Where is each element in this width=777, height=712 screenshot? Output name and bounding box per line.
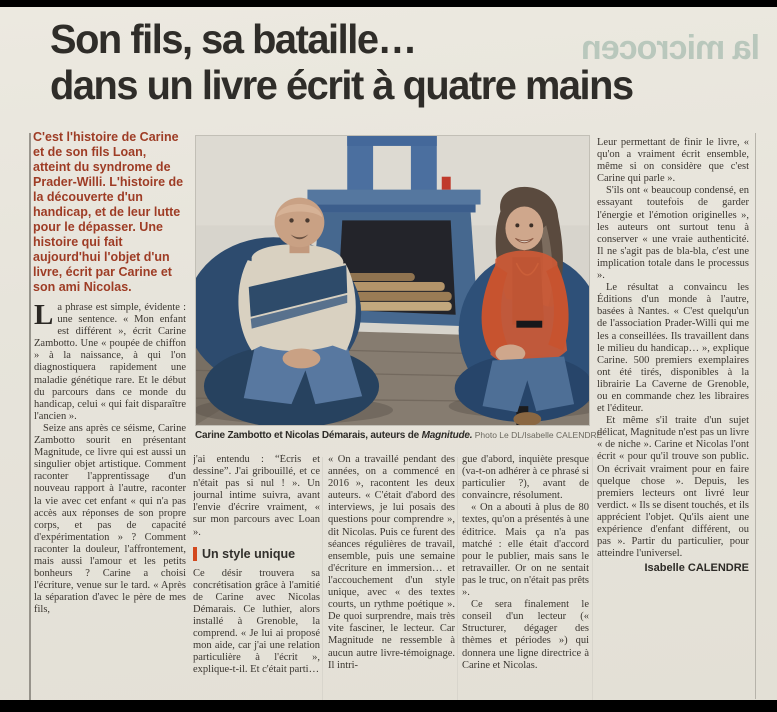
paragraph: « On a travaillé pendant des années, on a commencé en 2016 », racontent les deux auteurs. « C'était d'abord des interviews, je lui posais des questions pour comprendre », dit Nicolas. Puis ce furent des séances régulières de travail, ensemble, puis une semaine d'écriture en immersion… et l'accouchement d'un style unique, avec « des textes courts, un rythme poétique ». De quoi surprendre, mais très vite fasciner, le lecteur. Car Magnitude ne ressemble à aucun autre livre-témoignage. Il intri-	[328, 454, 455, 671]
bottom-black-bar	[0, 700, 777, 712]
article-photo	[195, 135, 590, 426]
paragraph: Et même s'il traite d'un sujet délicat, Magnitude n'est pas un livre « de niche ». Carine et Nicolas l'ont écrit « pour qu'il trouve son public. On écrivait vraiment pour en faire quelque chose ». Depuis, les premiers lecteurs ont livré leur verdict. « Ils se disent touchés, et ils apprécient l'objet. Qu'ils aient une expérience d'enfant différent, ou pas ». Partir du particulier, pour atteindre l'universel.	[597, 415, 749, 560]
column-gutter-rule	[322, 457, 323, 700]
caption-book-title: Magnitude.	[421, 430, 473, 441]
top-black-bar	[0, 0, 777, 7]
column-gutter-rule	[592, 457, 593, 700]
headline-line-1: Son fils, sa bataille…	[50, 16, 416, 62]
paragraph: S'ils ont « beaucoup condensé, en essayant toutefois de garder l'énergie et l'émotion originelles », les auteurs ont surtout tenu à conserver « une vraie authenticité. Il ne s'agit pas de bla-bla, c'est une implication totale dans le processus ».	[597, 185, 749, 282]
photo-credit: Photo Le DL/Isabelle CALENDRE	[472, 430, 603, 440]
article-column-5	[597, 137, 749, 700]
photo-illustration	[196, 136, 589, 425]
article-column-1	[34, 302, 186, 700]
byline: Isabelle CALENDRE	[644, 562, 749, 575]
column-gutter-rule	[457, 457, 458, 700]
red-object-on-mantel	[442, 177, 451, 190]
headline-line-2: dans un livre écrit à quatre mains	[50, 61, 633, 108]
paragraph: j'ai entendu : “Écris et dessine”. J'ai gribouillé, et ce n'était pas si nul ! ». Un journal intime suivra, avant l'envie d'écrire vraiment, « sur mon parcours avec Loan ».	[193, 454, 320, 538]
ghost-masthead-bleedthrough: la microcen	[582, 29, 760, 67]
article-lede: C'est l'histoire de Carine et de son fils Loan, atteint du syndrome de Prader-Willi. L'histoire de la découverte d'un handicap, et de leur lutte pour le dépasser. Une histoire qui fait aujourd'hui l'objet d'un livre, écrit par Carine et son ami Nicolas.	[33, 130, 184, 294]
article-column-2	[193, 454, 320, 700]
paragraph: Leur permettant de finir le livre, « qu'on a vraiment écrit ensemble, même si on considère que c'est Carine qui parle ».	[597, 137, 749, 185]
paragraph: « On a abouti à plus de 80 textes, qu'on a présentés à une éditrice. Mais ça n'a pas matché : elle était d'accord pour le publier, mais sans le retravailler. Or on ne sentait pas le truc, on n'était pas prêts ».	[462, 502, 589, 599]
subhead-accent-bar	[193, 547, 197, 561]
subhead-label: Un style unique	[202, 546, 296, 561]
article-column-3	[328, 454, 455, 700]
paragraph: Ce désir trouvera sa concrétisation grâce à l'amitié de Carine avec Nicolas Démarais. Ce luthier, alors installé à Grenoble, la comprend. « Je lui ai proposé mon aide, car j'ai une relation particulière à l'écrit », explique-t-il. Et c'était parti…	[193, 567, 320, 676]
drop-cap: L	[34, 302, 54, 331]
paragraph: Seize ans après ce séisme, Carine Zambotto sourit en présentant Magnitude, ce livre qui est aussi un singulier objet artistique. Comment raconter l'apprentissage d'un nouveau rapport à l'autre, raconter la vie avec cet enfant « qui n'a pas accès aux réponses de son propre corps, et pas de capacité d'expérimentation » ? Comment raconter la douleur, l'affrontement, mais aussi l'amour et les petits bonheurs ? Carine a choisi l'écriture, venue sur le tard. « Après la séparation d'avec le père de mes fils,	[34, 422, 186, 616]
paragraph-text: a phrase est simple, évidente : une sentence. « Mon enfant est différent », écrit Carine Zambotto. Une « poupée de chiffon » à la naissance, à qui l'on diagnostiquera rapidement une maladie génétique rare. Et le début du parcours dans ce monde du handicap, celui « qui fait disparaître l'ancien ».	[34, 302, 186, 422]
paragraph	[34, 302, 186, 423]
right-edge-rule	[755, 133, 756, 699]
newspaper-page	[0, 7, 777, 700]
section-subhead	[193, 547, 320, 561]
paragraph: Le résultat a convaincu les Éditions d'un monde à l'autre, basées à Nantes. « C'est quelqu'un de l'association Prader-Willi qui me les a conseillées. Ils travaillent dans le milieu du handicap… », explique Carine. 500 premiers exemplaires ont été tirés, disponibles à la librairie La Caverne de Grenoble, ou en commande chez les libraires et l'éditeur.	[597, 282, 749, 415]
paragraph: Ce sera finalement le conseil d'un lecteur (« Structurer, dégager des thèmes et périodes ») qui donnera une ligne directrice à Carine et Nicolas.	[462, 599, 589, 671]
left-column-rule	[29, 133, 31, 700]
article-headline	[50, 17, 739, 109]
paragraph: gue d'abord, inquiète presque (va-t-on adhérer à ce phrasé si particulier ?), avant de convaincre, résolument.	[462, 454, 589, 502]
article-column-4	[462, 454, 589, 700]
caption-text: Carine Zambotto et Nicolas Démarais, auteurs de	[195, 430, 422, 441]
